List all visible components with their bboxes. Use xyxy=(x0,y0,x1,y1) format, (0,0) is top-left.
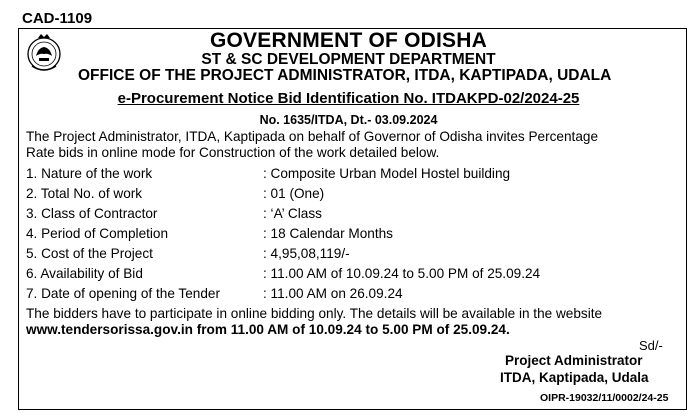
detail-value: : 01 (One) xyxy=(263,186,325,201)
notice-number: No. 1635/ITDA, Dt.- 03.09.2024 xyxy=(259,113,438,127)
department-heading: ST & SC DEVELOPMENT DEPARTMENT xyxy=(201,51,496,68)
detail-value: : ‘A’ Class xyxy=(263,206,322,221)
detail-value: : 11.00 AM of 10.09.24 to 5.00 PM of 25.09.24 xyxy=(263,266,541,281)
signatory-designation: Project Administrator xyxy=(505,353,643,368)
signatory-office: ITDA, Kaptipada, Udala xyxy=(500,370,649,385)
detail-label: 3. Class of Contractor xyxy=(26,206,158,221)
closing-website-line: www.tendersorissa.gov.in from 11.00 AM of 10.09.24 to 5.00 PM of 25.09.24. xyxy=(26,322,510,337)
intro-line-2: Rate bids in online mode for Construction of the work detailed below. xyxy=(26,145,440,160)
detail-value: : Composite Urban Model Hostel building xyxy=(263,166,511,181)
ref-code: CAD-1109 xyxy=(22,10,93,27)
detail-value: : 18 Calendar Months xyxy=(263,226,393,241)
detail-label: 4. Period of Completion xyxy=(26,226,169,241)
signature-sd: Sd/- xyxy=(639,338,663,353)
notice-title: e-Procurement Notice Bid Identification No. ITDAKPD-02/2024-25 xyxy=(117,90,580,107)
closing-text: The bidders have to participate in online bidding only. The details will be available in the website xyxy=(26,306,603,321)
detail-value: : 4,95,08,119/- xyxy=(263,246,350,261)
detail-value: : 11.00 AM on 26.09.24 xyxy=(263,286,403,301)
detail-label: 7. Date of opening of the Tender xyxy=(26,286,220,301)
detail-label: 1. Nature of the work xyxy=(26,166,153,181)
detail-label: 2. Total No. of work xyxy=(26,186,143,201)
footer-code: OIPR-19032/11/0002/24-25 xyxy=(540,392,669,404)
office-heading: OFFICE OF THE PROJECT ADMINISTRATOR, ITDA, KAPTIPADA, UDALA xyxy=(78,67,612,84)
detail-label: 6. Availability of Bid xyxy=(26,266,143,281)
government-heading: GOVERNMENT OF ODISHA xyxy=(209,29,487,52)
intro-line-1: The Project Administrator, ITDA, Kaptipada on behalf of Governor of Odisha invites Percentage xyxy=(26,129,598,144)
detail-label: 5. Cost of the Project xyxy=(26,246,153,261)
